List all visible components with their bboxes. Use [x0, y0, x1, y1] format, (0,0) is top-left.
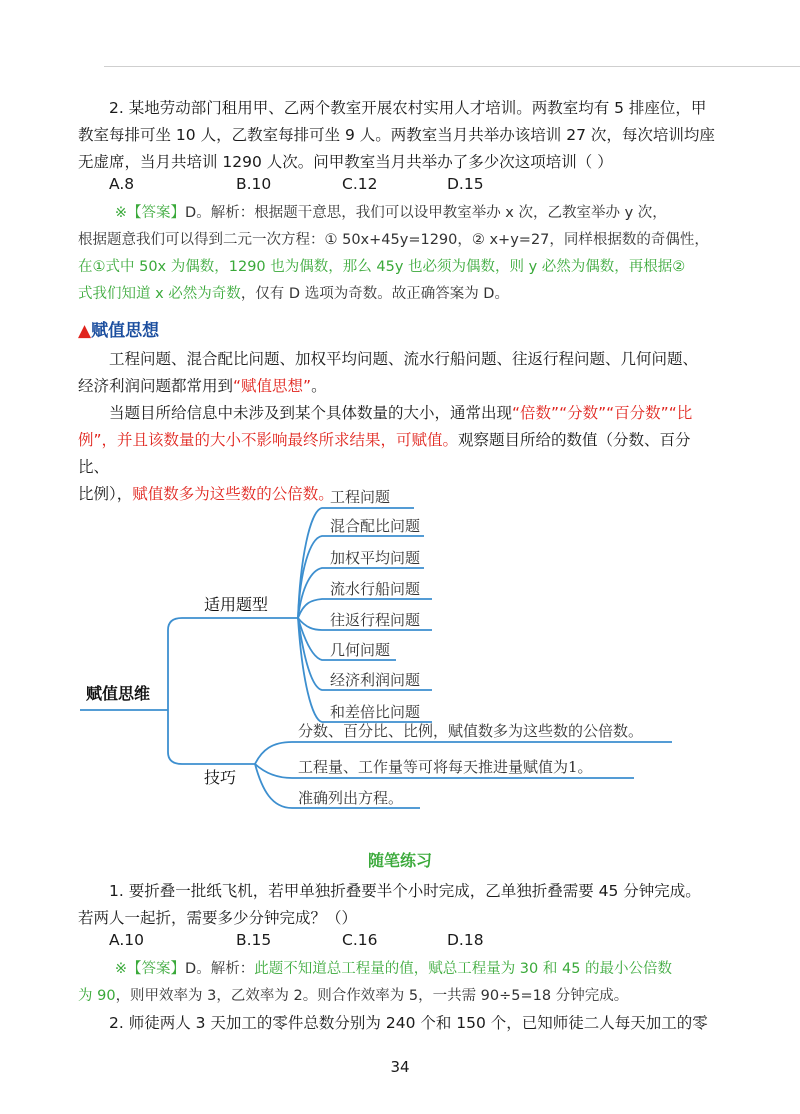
mindmap-branch-types: 适用题型 [204, 595, 269, 614]
section-title: 赋值思想 [91, 321, 160, 341]
option-a: A.8 [109, 175, 135, 193]
option-b: B.10 [236, 175, 272, 193]
mindmap-type-item: 混合配比问题 [330, 517, 421, 535]
mindmap [0, 480, 800, 820]
mindmap-type-item: 经济利润问题 [330, 671, 421, 689]
practice-title: 随笔练习 [367, 851, 432, 870]
mindmap-skill-item: 准确列出方程。 [298, 789, 404, 807]
option-d: D.15 [447, 175, 484, 193]
section-para-1: 工程问题、混合配比问题、加权平均问题、流水行船问题、往返行程问题、几何问题、 [109, 350, 699, 368]
mindmap-skill-item: 工程量、工作量等可将每天推进量赋值为1。 [298, 758, 593, 776]
mindmap-type-item: 往返行程问题 [330, 611, 421, 629]
option-a: A.10 [109, 931, 144, 949]
practice-q1-cont: 若两人一起折，需要多少分钟完成？（） [78, 909, 358, 927]
mindmap-branch-skills: 技巧 [204, 768, 237, 787]
mindmap-type-item: 流水行船问题 [330, 580, 421, 598]
question-2-text-cont: 教室每排可坐 10 人，乙教室每排可坐 9 人。两教室当月共举办该培训 27 次，每次培训均座 无虚席，当月共培训 1290 人次。问甲教室当月共举办了多少次这项培训（ ） [78, 126, 715, 171]
mindmap-skill-item: 分数、百分比、比例，赋值数多为这些数的公倍数。 [298, 722, 644, 740]
triangle-icon: ▲ [78, 321, 92, 341]
mindmap-type-item: 几何问题 [330, 641, 391, 659]
option-d: D.18 [447, 931, 484, 949]
option-c: C.16 [342, 931, 378, 949]
option-b: B.15 [236, 931, 272, 949]
question-2-text: 2. 某地劳动部门租用甲、乙两个教室开展农村实用人才培训。两教室均有 5 排座位，甲 [109, 99, 707, 117]
root-to-branch1 [168, 618, 182, 710]
section-para-1-cont: 经济利润问题都常用到“赋值思想”。 [78, 377, 327, 395]
header-rule [104, 66, 800, 67]
page-number: 34 [390, 1058, 410, 1076]
mindmap-type-item: 工程问题 [330, 488, 391, 506]
answer-mark: ※【答案】 [114, 205, 186, 221]
answer-mark: ※【答案】 [114, 961, 186, 977]
option-c: C.12 [342, 175, 378, 193]
mindmap-type-item: 和差倍比问题 [330, 703, 421, 721]
practice-q1-answer: ※【答案】D。解析：此题不知道总工程量的值，赋总工程量为 30 和 45 的最小公倍数 为 90，则甲效率为 3，乙效率为 2。则合作效率为 5，一共需 90÷5=18 分钟完成。 [78, 961, 673, 1004]
practice-q1: 1. 要折叠一批纸飞机，若甲单独折叠要半个小时完成，乙单独折叠需要 45 分钟完成。 [109, 882, 701, 900]
mindmap-type-item: 加权平均问题 [330, 549, 421, 567]
section-para-2: 当题目所给信息中未涉及到某个具体数量的大小，通常出现“倍数”“分数”“百分数”“比 [109, 404, 693, 422]
mindmap-root: 赋值思维 [86, 684, 151, 703]
practice-q2: 2. 师徒两人 3 天加工的零件总数分别为 240 个和 150 个，已知师徒二人每天加工的零 [109, 1014, 708, 1032]
question-2-answer: ※【答案】D。解析：根据题干意思，我们可以设甲教室举办 x 次，乙教室举办 y 次， 根据题意我们可以得到二元一次方程：① 50x+45y=1290，② x+y=27，同样根据数的奇偶性， 在①式中 50x 为偶数，1290 也为偶数，那么 45y 也必须为偶数，则 y 必然为偶数，再根据② 式我们知道 x 必然为奇数，仅有 D 选项为奇数。故正确答案为 D。 [78, 205, 709, 302]
root-to-branch2 [168, 710, 182, 764]
section-heading [78, 316, 159, 341]
section-para-2-cont: 例”，并且该数量的大小不影响最终所求结果，可赋值。观察题目所给的数值（分数、百分比、 比例），赋值数多为这些数的公倍数。 [78, 431, 691, 503]
